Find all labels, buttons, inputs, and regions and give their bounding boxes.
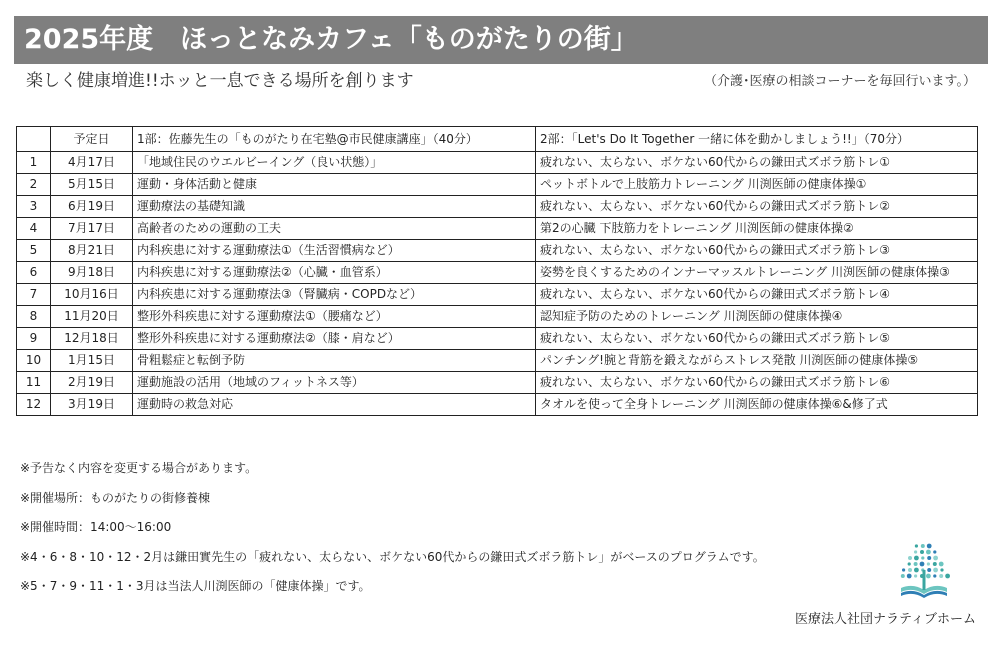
row-number-cell: 12 [17,394,51,416]
logo-dot [927,562,930,565]
part1-topic-cell: 運動施設の活用（地域のフィットネス等） [133,372,536,394]
logo-dot [908,556,912,560]
logo-dot [926,574,931,579]
note-item: ※予告なく内容を変更する場合があります。 [20,461,258,475]
part2-topic-cell: ペットボトルで上肢筋力トレーニング 川渕医師の健康体操① [536,174,978,196]
part1-topic-cell: 運動時の救急対応 [133,394,536,416]
date-cell: 4月17日 [51,152,133,174]
logo-dot [926,550,931,555]
logo-dot [914,550,917,553]
note-item: ※開催時間：14:00〜16:00 [20,520,172,535]
part2-topic-cell: タオルを使って全身トレーニング 川渕医師の健康体操⑥&修了式 [536,394,978,416]
logo-dot [921,544,925,548]
note-item: ※4・6・8・10・12・2月は鎌田實先生の「疲れない、太らない、ボケない60代からの鎌田式ズボラ筋トレ」がベースのプログラムです。 [20,549,765,564]
part2-topic-cell: パンチング!腕と背筋を鍛えながらストレス発散 川渕医師の健康体操⑤ [536,350,978,372]
table-header-row [17,127,978,152]
date-cell: 9月18日 [51,262,133,284]
row-number-cell: 1 [17,152,51,174]
logo-dot [927,556,931,560]
table-row [17,394,978,416]
part2-topic-cell: 疲れない、太らない、ボケない60代からの鎌田式ズボラ筋トレ① [536,152,978,174]
part2-topic-cell: 疲れない、太らない、ボケない60代からの鎌田式ズボラ筋トレ⑥ [536,372,978,394]
logo-dot [908,568,912,572]
part2-topic-cell: 疲れない、太らない、ボケない60代からの鎌田式ズボラ筋トレ⑤ [536,328,978,350]
table-row [17,262,978,284]
part2-topic-cell: 疲れない、太らない、ボケない60代からの鎌田式ズボラ筋トレ④ [536,284,978,306]
logo-dot [908,562,911,565]
logo-dot [907,574,912,579]
column-header-no [17,127,51,152]
part1-topic-cell: 骨粗鬆症と転倒予防 [133,350,536,372]
logo-dot [945,574,950,579]
note-item: ※開催場所：ものがたりの街修養棟 [20,490,211,505]
logo-dot [927,544,932,549]
date-cell: 3月19日 [51,394,133,416]
part1-topic-cell: 整形外科疾患に対する運動療法②（膝・肩など） [133,328,536,350]
date-cell: 10月16日 [51,284,133,306]
row-number-cell: 8 [17,306,51,328]
row-number-cell: 5 [17,240,51,262]
organization-name: 医療法人社団ナラティブホーム [795,612,976,627]
part2-topic-cell: 疲れない、太らない、ボケない60代からの鎌田式ズボラ筋トレ③ [536,240,978,262]
part1-topic-cell: 内科疾患に対する運動療法③（腎臓病・COPDなど） [133,284,536,306]
row-number-cell: 2 [17,174,51,196]
table-row [17,306,978,328]
logo-dot [940,568,943,571]
part1-topic-cell: 内科疾患に対する運動療法①（生活習慣病など） [133,240,536,262]
logo-dot [927,568,931,572]
part1-topic-cell: 高齢者のための運動の工夫 [133,218,536,240]
schedule-table [16,126,978,416]
logo-dot [914,556,919,561]
part1-topic-cell: 運動療法の基礎知識 [133,196,536,218]
logo-dot [933,556,938,561]
consultation-note: （介護･医療の相談コーナーを毎回行います。） [704,74,976,89]
page-title: 2025年度 ほっとなみカフェ「ものがたりの街」 [14,16,988,64]
logo-dot [933,550,936,553]
part1-topic-cell: 内科疾患に対する運動療法②（心臓・血管系） [133,262,536,284]
date-cell: 5月15日 [51,174,133,196]
logo-dot [914,568,919,573]
logo-dot [933,574,936,577]
logo-dot [915,544,918,547]
row-number-cell: 7 [17,284,51,306]
date-cell: 11月20日 [51,306,133,328]
logo-dot [939,562,944,567]
table-row [17,372,978,394]
table-row [17,196,978,218]
table-row [17,350,978,372]
logo-dot [920,562,925,567]
row-number-cell: 10 [17,350,51,372]
date-cell: 6月19日 [51,196,133,218]
date-cell: 7月17日 [51,218,133,240]
part1-topic-cell: 整形外科疾患に対する運動療法①（腰痛など） [133,306,536,328]
page-subtitle: 楽しく健康増進!!ホッと一息できる場所を創ります [26,71,414,91]
logo-dot [914,562,918,566]
logo-dot [933,568,938,573]
column-header-date: 予定日 [51,127,133,152]
row-number-cell: 9 [17,328,51,350]
row-number-cell: 3 [17,196,51,218]
part1-topic-cell: 「地域住民のウエルビーイング（良い状態）」 [133,152,536,174]
part2-topic-cell: 姿勢を良くするためのインナーマッスルトレーニング 川渕医師の健康体操③ [536,262,978,284]
table-row [17,218,978,240]
date-cell: 8月21日 [51,240,133,262]
note-item: ※5・7・9・11・1・3月は当法人川渕医師の「健康体操」です。 [20,579,371,594]
logo-dot [920,550,924,554]
logo-dot [921,556,924,559]
table-row [17,152,978,174]
notes-list [20,454,765,602]
part2-topic-cell: 第2の心臓 下肢筋力をトレーニング 川渕医師の健康体操② [536,218,978,240]
part1-topic-cell: 運動・身体活動と健康 [133,174,536,196]
date-cell: 12月18日 [51,328,133,350]
tree-of-dots-logo [895,540,953,602]
row-number-cell: 6 [17,262,51,284]
row-number-cell: 4 [17,218,51,240]
table-row [17,284,978,306]
date-cell: 2月19日 [51,372,133,394]
column-header-part1: 1部：佐藤先生の「ものがたり在宅塾@市民健康講座」（40分） [133,127,536,152]
part2-topic-cell: 認知症予防のためのトレーニング 川渕医師の健康体操④ [536,306,978,328]
table-row [17,240,978,262]
date-cell: 1月15日 [51,350,133,372]
part2-topic-cell: 疲れない、太らない、ボケない60代からの鎌田式ズボラ筋トレ② [536,196,978,218]
logo-dot [914,574,917,577]
table-row [17,328,978,350]
schedule-body [17,152,978,416]
logo-dot [901,574,905,578]
row-number-cell: 11 [17,372,51,394]
column-header-part2: 2部：「Let's Do It Together 一緒に体を動かしましょう!!」（70分） [536,127,978,152]
logo-dot [902,568,905,571]
logo-dot [933,562,937,566]
logo-dot [939,574,943,578]
table-row [17,174,978,196]
